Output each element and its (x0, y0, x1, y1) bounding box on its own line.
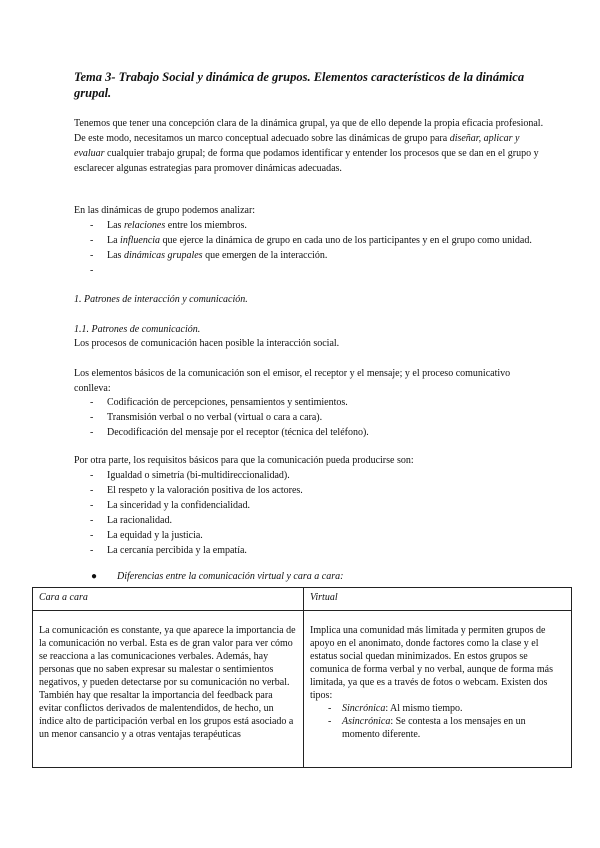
list-item: - La influencia que ejerce la dinámica de grupo en cada uno de los participantes y en el grupo como unidad. (74, 233, 554, 248)
elements-lead: Los elementos básicos de la comunicación son el emisor, el receptor y el mensaje; y el proceso comunicativo conlleva: (74, 368, 511, 394)
bullet-heading-text: Diferencias entre la comunicación virtual y cara a cara: (117, 571, 344, 582)
list-item: - La cercanía percibida y la empatía. (74, 543, 554, 558)
list-item: - Transmisión verbal o no verbal (virtual o cara a cara). (74, 410, 554, 425)
intro-text-b: cualquier trabajo grupal; de forma que podamos identificar y entender los procesos que se dan en el grupo y esclarecer algunas estrategias para promover dinámicas adecuadas. (74, 148, 539, 174)
list-item: - Asincrónica: Se contesta a los mensajes en un momento diferente. (310, 715, 565, 741)
comm-intro: Los procesos de comunicación hacen posible la interacción social. (74, 338, 340, 349)
list-item: - Las relaciones entre los miembros. (74, 218, 554, 233)
bullet-dot-icon: ● (91, 571, 98, 582)
list-item: - El respeto y la valoración positiva de los actores. (74, 483, 554, 498)
table-header-cell: Virtual (304, 588, 572, 611)
list-item: - Las dinámicas grupales que emergen de la interacción. (74, 248, 554, 263)
requisites-list (74, 468, 554, 558)
virtual-text: Implica una comunidad más limitada y permiten grupos de apoyo en el anonimato, donde factores como la clase y el estatus social quedan minimizados. En estos grupos se comunica de forma verbal y no verbal, aunque de forma más limitada, ya que es a través de fotos o webcam. Existen dos tipos: (310, 625, 553, 701)
analyze-list (74, 218, 554, 278)
section-heading-1: 1. Patrones de interacción y comunicación. (74, 294, 248, 305)
requisites-lead: Por otra parte, los requisitos básicos para que la comunicación pueda producirse son: (74, 455, 414, 466)
elements-list (74, 395, 554, 440)
list-item: - Igualdad o simetría (bi-multidireccionalidad). (74, 468, 554, 483)
table-row (33, 611, 572, 768)
table-cell-virtual (304, 611, 572, 768)
list-item: - La racionalidad. (74, 513, 554, 528)
comparison-table (32, 587, 572, 768)
table-cell-face-to-face: La comunicación es constante, ya que aparece la importancia de la comunicación no verbal. Esta es de gran valor para ver cómo se reacciona a las comunicaciones verbales. Además, hay personas que no saben expresar su malestar o sentimientos negativos, y pueden detectarse por su comunicación no verbal. También hay que resaltar la importancia del feedback para evitar conflictos derivados de malentendidos, de hecho, un índice alto de participación verbal en los grupos está asociado a un menor cansancio y a otras ventajas terapéuticas (33, 611, 304, 768)
table-header-cell: Cara a cara (33, 588, 304, 611)
section-heading-1-1: 1.1. Patrones de comunicación. (74, 324, 201, 335)
page-title: Tema 3- Trabajo Social y dinámica de grupos. Elementos característicos de la dinámica grupal. (74, 70, 525, 100)
list-item: - La sinceridad y la confidencialidad. (74, 498, 554, 513)
intro-italic: diseñar, aplicar y evaluar (74, 133, 520, 159)
list-item: - Codificación de percepciones, pensamientos y sentimientos. (74, 395, 554, 410)
intro-paragraph (74, 116, 544, 176)
bullet-heading (92, 569, 343, 584)
list-item: - La equidad y la justicia. (74, 528, 554, 543)
list-item-empty (74, 263, 554, 278)
table-header-row (33, 588, 572, 611)
analyze-lead: En las dinámicas de grupo podemos analizar: (74, 205, 256, 216)
list-item: - Decodificación del mensaje por el receptor (técnica del teléfono). (74, 425, 554, 440)
list-item: - Sincrónica: Al mismo tiempo. (310, 702, 565, 715)
virtual-types-list (310, 702, 565, 741)
intro-text-a: Tenemos que tener una concepción clara de la dinámica grupal, ya que de ello depende la propia eficacia profesional. De este modo, necesitamos un marco conceptual adecuado sobre las dinámicas de grupo para (74, 118, 544, 144)
